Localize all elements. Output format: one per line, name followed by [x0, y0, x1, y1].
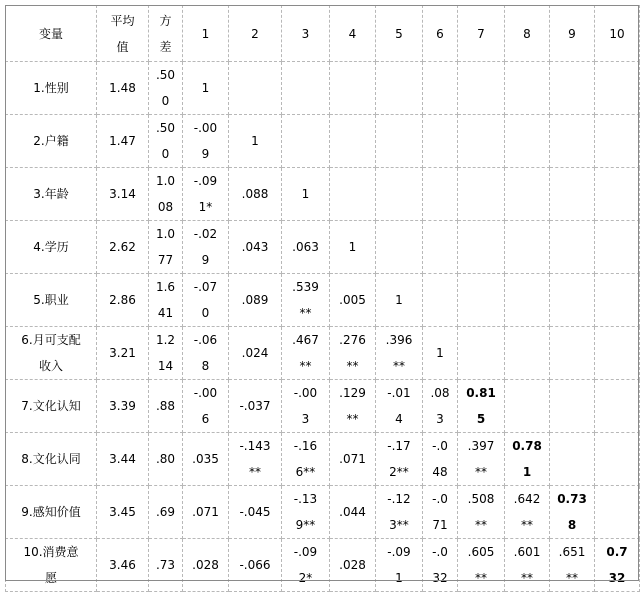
table-cell: -.00 6 [183, 380, 229, 433]
table-cell: .69 [149, 486, 183, 539]
table-cell [505, 327, 550, 380]
table-cell: 1 [330, 221, 376, 274]
table-cell: .08 3 [423, 380, 458, 433]
table-cell: 1.2 14 [149, 327, 183, 380]
row-label: 6.月可支配 收入 [6, 327, 97, 380]
table-cell: .028 [183, 539, 229, 592]
column-header: 7 [458, 6, 505, 62]
table-cell: .88 [149, 380, 183, 433]
table-cell [376, 62, 423, 115]
table-cell [550, 433, 595, 486]
table-cell [595, 168, 640, 221]
column-header: 6 [423, 6, 458, 62]
row-label: 7.文化认知 [6, 380, 97, 433]
table-cell: 0.81 5 [458, 380, 505, 433]
table-cell: .539 ** [282, 274, 330, 327]
table-cell: .063 [282, 221, 330, 274]
correlation-table [5, 5, 640, 592]
table-cell: -.143 ** [229, 433, 282, 486]
table-cell [330, 62, 376, 115]
table-cell [550, 221, 595, 274]
table-cell: 0.78 1 [505, 433, 550, 486]
table-row [6, 327, 640, 380]
table-cell: 2.86 [97, 274, 149, 327]
table-cell [595, 115, 640, 168]
table-cell: .005 [330, 274, 376, 327]
table-cell: .089 [229, 274, 282, 327]
column-header: 4 [330, 6, 376, 62]
column-header: 1 [183, 6, 229, 62]
table-cell: .601 ** [505, 539, 550, 592]
table-cell: -.09 1* [183, 168, 229, 221]
table-cell: -.02 9 [183, 221, 229, 274]
table-cell [505, 115, 550, 168]
table-cell [376, 115, 423, 168]
table-cell [595, 433, 640, 486]
table-cell [550, 274, 595, 327]
table-cell: .73 [149, 539, 183, 592]
table-cell: 1 [282, 168, 330, 221]
table-cell: .044 [330, 486, 376, 539]
table-cell [423, 115, 458, 168]
table-cell: .396 ** [376, 327, 423, 380]
table-cell: .397 ** [458, 433, 505, 486]
table-row [6, 486, 640, 539]
column-header: 9 [550, 6, 595, 62]
table-row [6, 221, 640, 274]
row-label: 9.感知价值 [6, 486, 97, 539]
table-cell [550, 168, 595, 221]
table-cell [595, 486, 640, 539]
table-cell: .508 ** [458, 486, 505, 539]
header-row [6, 6, 640, 62]
table-cell: .071 [330, 433, 376, 486]
table-cell: .642 ** [505, 486, 550, 539]
table-cell [423, 274, 458, 327]
table-cell: 3.46 [97, 539, 149, 592]
table-cell [505, 274, 550, 327]
table-cell [458, 274, 505, 327]
table-cell: .50 0 [149, 115, 183, 168]
table-cell: -.037 [229, 380, 282, 433]
table-cell [550, 380, 595, 433]
row-label: 2.户籍 [6, 115, 97, 168]
table-cell [330, 115, 376, 168]
table-cell: .467 ** [282, 327, 330, 380]
table-cell: -.01 4 [376, 380, 423, 433]
table-cell: .028 [330, 539, 376, 592]
row-label: 5.职业 [6, 274, 97, 327]
table-body [6, 62, 640, 592]
table-cell [550, 62, 595, 115]
table-cell [595, 380, 640, 433]
table-cell [505, 221, 550, 274]
table-cell: -.07 0 [183, 274, 229, 327]
table-cell: -.06 8 [183, 327, 229, 380]
column-header: 3 [282, 6, 330, 62]
table-cell: 1.47 [97, 115, 149, 168]
table-cell: 1 [183, 62, 229, 115]
table-cell: 1.6 41 [149, 274, 183, 327]
table-cell [376, 221, 423, 274]
table-cell: 3.39 [97, 380, 149, 433]
table-cell: -.12 3** [376, 486, 423, 539]
table-cell: 3.45 [97, 486, 149, 539]
column-header: 2 [229, 6, 282, 62]
table-cell [376, 168, 423, 221]
table-cell [595, 221, 640, 274]
table-cell [550, 327, 595, 380]
table-cell: -.13 9** [282, 486, 330, 539]
row-label: 10.消费意 愿 [6, 539, 97, 592]
table-cell: -.0 48 [423, 433, 458, 486]
table-cell: -.00 3 [282, 380, 330, 433]
table-row [6, 168, 640, 221]
table-row [6, 62, 640, 115]
table-cell: 1 [229, 115, 282, 168]
table-cell: .035 [183, 433, 229, 486]
table-cell [458, 115, 505, 168]
table-cell: 2.62 [97, 221, 149, 274]
column-header: 方 差 [149, 6, 183, 62]
column-header: 5 [376, 6, 423, 62]
row-label: 4.学历 [6, 221, 97, 274]
table-cell: .071 [183, 486, 229, 539]
table-cell: -.17 2** [376, 433, 423, 486]
table-cell [423, 221, 458, 274]
table-cell: .276 ** [330, 327, 376, 380]
table-cell: .80 [149, 433, 183, 486]
row-label: 8.文化认同 [6, 433, 97, 486]
column-header: 平均 值 [97, 6, 149, 62]
table-cell [229, 62, 282, 115]
table-cell [423, 62, 458, 115]
table-cell: .605 ** [458, 539, 505, 592]
row-label: 3.年龄 [6, 168, 97, 221]
table-row [6, 433, 640, 486]
column-header-variable: 变量 [6, 6, 97, 62]
table-cell: .024 [229, 327, 282, 380]
table-cell [505, 62, 550, 115]
table-cell: 1.0 08 [149, 168, 183, 221]
table-cell: -.0 32 [423, 539, 458, 592]
table-cell: -.09 2* [282, 539, 330, 592]
column-header: 10 [595, 6, 640, 62]
table-cell: 0.73 8 [550, 486, 595, 539]
table-cell: -.16 6** [282, 433, 330, 486]
table-cell [458, 221, 505, 274]
table-cell [595, 327, 640, 380]
table-cell: 1.48 [97, 62, 149, 115]
table-row [6, 380, 640, 433]
table-cell: 1 [376, 274, 423, 327]
table-cell: .129 ** [330, 380, 376, 433]
table-cell: .651 ** [550, 539, 595, 592]
table-cell: -.066 [229, 539, 282, 592]
table-cell [595, 62, 640, 115]
table-cell [458, 168, 505, 221]
table-cell [423, 168, 458, 221]
table-cell [282, 115, 330, 168]
table-cell [505, 168, 550, 221]
table-cell: .043 [229, 221, 282, 274]
table-row [6, 539, 640, 592]
table-cell [550, 115, 595, 168]
table-cell: -.045 [229, 486, 282, 539]
table-cell [282, 62, 330, 115]
table-row [6, 115, 640, 168]
table-cell: 3.14 [97, 168, 149, 221]
table-cell [505, 380, 550, 433]
table-cell [458, 62, 505, 115]
table-cell: 1.0 77 [149, 221, 183, 274]
table-cell: 3.21 [97, 327, 149, 380]
table-cell [595, 274, 640, 327]
table-cell [458, 327, 505, 380]
row-label: 1.性别 [6, 62, 97, 115]
table-cell [330, 168, 376, 221]
table-cell: .50 0 [149, 62, 183, 115]
table-cell: .088 [229, 168, 282, 221]
table-cell: -.0 71 [423, 486, 458, 539]
table-cell: -.00 9 [183, 115, 229, 168]
table-cell: -.09 1 [376, 539, 423, 592]
column-header: 8 [505, 6, 550, 62]
table-row [6, 274, 640, 327]
table-cell: 3.44 [97, 433, 149, 486]
table-cell: 1 [423, 327, 458, 380]
table-cell: 0.7 32 [595, 539, 640, 592]
